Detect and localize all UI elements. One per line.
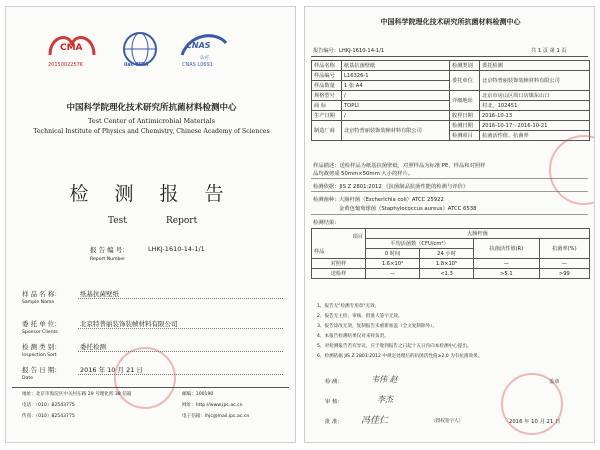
- info-value-2: 2016-10-13: [480, 111, 590, 121]
- approver-signature: 冯佳仁: [361, 416, 389, 426]
- org-name-en-2: Technical Institute of Physics and Chemistry, Chinese Academy of Sciences: [33, 128, 270, 135]
- report-number-label: 报 告 编 号：: [90, 246, 129, 254]
- results-count-header: 平均活菌数（CFU/cm²）: [366, 239, 474, 249]
- note-item: 4、本报告检测结果仅对来样负责。: [317, 334, 389, 339]
- note-item: 1、报告无"检测专用章"无效。: [317, 304, 380, 309]
- org-name-cn: 中国科学院理化技术研究所抗菌材料检测中心: [66, 103, 237, 113]
- results-rate: >99: [539, 269, 589, 279]
- info-label: 制造厂商: [312, 121, 342, 141]
- info-value: L16326-1: [342, 71, 450, 81]
- results-hour0-header: 0 时间: [366, 249, 420, 259]
- note-item: 5、对检测报告若有异议，应于收到报告之日起十五日内向本检测中心提出。: [317, 344, 472, 349]
- test-basis: 检测依据：JIS Z 2801:2012 《抗菌制品抗菌性能的检测与评价》: [313, 184, 469, 190]
- results-h0: —: [366, 269, 420, 279]
- header-org-name: 中国科学院理化技术研究所抗菌材料检测中心: [380, 18, 521, 26]
- sample-description-line-1: 样品描述：送检样品为纸基抗菌壁纸，对照样品为标准 PE，样品和对照样: [313, 163, 486, 169]
- table-row: [312, 269, 590, 279]
- info-label: 样品名称: [312, 61, 342, 71]
- info-label-2: 收样日期: [450, 111, 480, 121]
- report-number: LHKJ-1610-14-1/1: [148, 245, 205, 253]
- header-page-info: 共 1 页 第 1 页: [531, 48, 567, 54]
- reviewer-label: 审 核：: [325, 399, 343, 405]
- report-title-en-test: Test: [108, 216, 127, 226]
- footer-fax: 传真：（010）82543775: [22, 414, 75, 419]
- info-value: 纸基抗菌壁纸: [342, 61, 450, 71]
- info-label: 生产日期: [312, 111, 342, 121]
- field-sample-name-label-en: Sample Name: [22, 300, 55, 305]
- results-sample-header: 样品: [314, 248, 325, 255]
- info-label: 样品编号: [312, 71, 342, 81]
- info-value: /: [342, 111, 450, 121]
- footer-address: 地址：北京市海淀区中关村东路 29 号理化所 38 信箱: [22, 392, 132, 397]
- field-underline: [78, 351, 283, 352]
- results-rate-header: 抗菌率(%): [539, 239, 589, 259]
- footer-zip: 邮编：100190: [182, 392, 214, 397]
- info-value-2: 北京市房山区周口店镇东山口: [480, 91, 590, 101]
- header-report-number: 报告编号：LHKJ-1610-14-1/1: [313, 48, 385, 54]
- section-rule: [311, 178, 588, 179]
- note-item: 6、检测依据 JIS Z 2801:2012 中规定处理后的抗菌活性值≥2.0 为有抗菌效果。: [317, 354, 483, 359]
- info-value-2: 委托检测: [480, 61, 590, 71]
- section-rule: [311, 214, 588, 215]
- results-h24: <1.3: [419, 269, 473, 279]
- report-content-page: [304, 6, 595, 443]
- cma-logo-text: CMA: [60, 43, 83, 53]
- info-label-2: 检测类别: [450, 61, 480, 71]
- cnas-text: CNAS: [186, 41, 211, 50]
- results-row-name: 对照样: [312, 259, 366, 269]
- info-value: 北京特普丽装饰装帧材料有限公司: [342, 121, 450, 141]
- header-rule: [311, 56, 588, 57]
- field-sample-name-label: 样 品 名 称：: [22, 290, 61, 298]
- approver-note: （授权签字人）: [431, 419, 464, 424]
- field-sample-name-value: 纸基抗菌壁纸: [80, 290, 119, 298]
- red-seal-faint: [114, 347, 176, 409]
- report-number-label-en: Report Number: [90, 257, 126, 262]
- info-value-2: 2016-10-17～2016-10-21: [480, 121, 590, 131]
- org-name-en-1: Test Center of Antimicrobial Materials: [88, 117, 215, 125]
- report-cover-page: [5, 6, 296, 443]
- info-value: 1 张 A4: [342, 81, 450, 91]
- field-inspection-sort-label-en: Inspection Sort: [22, 353, 57, 358]
- info-value-2: 村北，102451: [480, 101, 590, 111]
- report-title-en-report: Report: [166, 216, 198, 226]
- table-row: [312, 259, 590, 269]
- results-r: —: [474, 259, 540, 269]
- reviewer-signature: 李杰: [377, 395, 393, 404]
- table-row: [312, 229, 590, 239]
- inspector-signature: 韦伟 赵: [371, 375, 398, 384]
- cnas-sub: 认可: [200, 56, 209, 61]
- cnas-logo: [176, 29, 230, 79]
- info-label: 规格型号: [312, 91, 342, 101]
- info-value-2: 北京特普丽装饰装帧材料有限公司: [480, 71, 590, 91]
- results-bacteria-header: 大肠杆菌: [366, 229, 590, 239]
- strain-1: 大肠杆菌（Escherichia coli）ATCC 25922: [339, 197, 444, 203]
- ilac-mra-logo: [118, 29, 162, 73]
- approver-label: 批 准：: [325, 419, 343, 425]
- results-label: 检测结果：: [313, 220, 340, 226]
- field-sponsor-label: 委 托 单 位：: [22, 320, 61, 328]
- footer-tel: 电话：（010）82543775: [22, 403, 75, 408]
- info-label-2: 检测项目: [450, 131, 480, 141]
- sample-info-table: [311, 60, 590, 141]
- results-row-name: 送检样: [312, 269, 366, 279]
- info-label: 样品数量: [312, 81, 342, 91]
- results-hour24-header: 24 小时: [419, 249, 473, 259]
- section-rule: [311, 191, 588, 192]
- footer-email: 电子信箱：lhjc@mail.ipc.ac.cn: [182, 414, 250, 419]
- results-h0: 1.6×10⁴: [366, 259, 420, 269]
- cma-logo: [46, 31, 98, 71]
- results-item-header: 项目: [352, 233, 363, 240]
- footer-rule: [12, 387, 289, 388]
- note-item: 3、报告涂改无效，复制报告未重新加盖（全文复制除外）。: [317, 324, 438, 329]
- field-sponsor-label-en: Sponsor Clients: [22, 330, 58, 335]
- report-date: 2016 年 10 月 21 日: [509, 419, 561, 425]
- cma-code: 2015002257K: [48, 62, 84, 68]
- results-h24: 1.8×10⁵: [419, 259, 473, 269]
- info-value: TOPLI: [342, 101, 450, 111]
- strain-2: 金黄色葡萄球菌（Staphylococcus aureus）ATCC 6538: [339, 206, 477, 212]
- table-row: [312, 71, 590, 81]
- results-r: >5.1: [474, 269, 540, 279]
- report-title-cn: 检 测 报 告: [69, 183, 234, 205]
- seal-label: 盖章: [549, 379, 560, 385]
- field-underline: [78, 328, 283, 329]
- field-date-value: 2016 年 10 月 21 日: [80, 366, 143, 374]
- info-label-2: 委托单位: [450, 71, 480, 91]
- field-underline: [78, 298, 283, 299]
- table-row: [312, 61, 590, 71]
- field-inspection-sort-label: 检 测 类 别：: [22, 343, 61, 351]
- results-activity-header: 抗菌活性值(R): [474, 239, 540, 259]
- field-sponsor-value: 北京特普丽装饰装帧材料有限公司: [80, 320, 178, 328]
- info-value-2: 抗菌活性值、抗菌率: [480, 131, 590, 141]
- info-label: 商 标: [312, 101, 342, 111]
- results-rate: —: [539, 259, 589, 269]
- field-underline: [78, 374, 283, 375]
- table-row: [312, 91, 590, 101]
- inspector-label: 检 测：: [325, 379, 343, 385]
- results-corner-cell: [312, 229, 366, 259]
- field-inspection-sort-value: 委托检测: [80, 343, 106, 351]
- red-seal-faint: [549, 135, 595, 205]
- info-label-2: 检测日期: [450, 121, 480, 131]
- note-item: 2、报告无主检、审核、批准人签字无效。: [317, 314, 403, 319]
- results-table: [311, 228, 590, 279]
- footer-web: 网址：http://www.ipc.ac.cn: [182, 403, 243, 408]
- info-label-2: 详细地址: [450, 91, 480, 111]
- cnas-code: CNAS L0691: [182, 62, 213, 68]
- field-date-label: 报 告 日 期：: [22, 366, 61, 374]
- sample-description-line-2: 品均裁剪成 50mm×50mm 大小的样片。: [313, 171, 414, 177]
- table-row: [312, 121, 590, 131]
- info-value: /: [342, 91, 450, 101]
- field-date-label-en: Date: [22, 376, 33, 381]
- table-row: [312, 111, 590, 121]
- ilac-text: ilac-MRA: [124, 62, 149, 68]
- strains-label: 检测菌种：: [313, 197, 340, 203]
